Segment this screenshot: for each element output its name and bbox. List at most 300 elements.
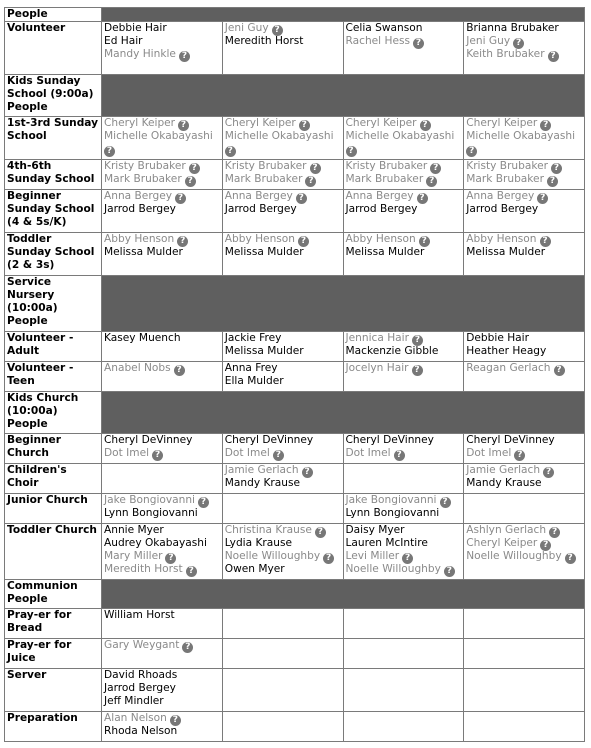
role-label: Volunteer - Adult [5,332,102,362]
volunteer-name: Jarrod Bergey [224,203,297,215]
volunteer-name: Kasey Muench [104,332,181,344]
volunteer-name: Jamie Gerlach [466,464,541,476]
volunteer-pending [225,130,341,156]
volunteer-name: Mandy Krause [224,477,301,489]
volunteer-pending [346,160,462,173]
assignment-cell [102,639,223,669]
assignment-cell [343,494,464,524]
volunteer-name: Jennica Hair [345,332,409,344]
volunteer-name: Mark Brubaker [104,173,182,185]
volunteer-pending [104,48,220,61]
question-mark-icon[interactable]: ? [174,365,185,376]
question-mark-icon[interactable]: ? [186,566,197,577]
question-mark-icon[interactable]: ? [299,120,310,131]
volunteer-confirmed [466,22,582,35]
volunteer-name: Noelle Willoughby [466,550,562,562]
question-mark-icon[interactable]: ? [430,163,441,174]
assignment-cell [343,712,464,742]
section-bar [102,8,585,22]
volunteer-pending [225,190,341,203]
volunteer-name: Daisy Myer [345,524,405,536]
volunteer-confirmed [225,345,341,358]
volunteer-pending [346,550,462,563]
question-mark-icon[interactable]: ? [513,38,524,49]
volunteer-name: Michelle Okabayashi [466,130,576,142]
question-mark-icon[interactable]: ? [540,236,551,247]
assignment-cell [102,160,223,190]
volunteer-name: Anabel Nobs [104,362,171,374]
role-label: Toddler Church [5,524,102,580]
question-mark-icon[interactable]: ? [514,450,525,461]
section-title: Service Nursery (10:00a) People [5,276,102,332]
volunteer-confirmed [225,477,341,490]
role-label: Children's Choir [5,464,102,494]
volunteer-pending [346,173,462,186]
volunteer-name: Jake Bongiovanni [345,494,437,506]
volunteer-name: Melissa Mulder [104,246,183,258]
assignment-cell [102,669,223,712]
volunteer-name: Melissa Mulder [466,246,546,258]
volunteer-confirmed [104,507,220,520]
assignment-cell [464,117,585,160]
question-mark-icon[interactable]: ? [225,146,236,157]
volunteer-name: Abby Henson [224,233,295,245]
volunteer-name: Kristy Brubaker [345,160,428,172]
volunteer-name: Lynn Bongiovanni [104,507,198,519]
volunteer-name: Levi Miller [345,550,400,562]
section-bar [102,75,585,117]
assignment-cell [222,712,343,742]
volunteer-confirmed [346,246,462,259]
question-mark-icon[interactable]: ? [540,540,551,551]
role-row [5,609,585,639]
volunteer-pending [346,563,462,576]
assignment-cell [102,609,223,639]
volunteer-pending [104,130,220,156]
volunteer-name: Alan Nelson [104,712,167,724]
volunteer-confirmed [466,246,582,259]
role-label: Volunteer [5,22,102,75]
volunteer-name: Cheryl DeVinney [345,434,434,446]
volunteer-confirmed [346,434,462,447]
assignment-cell [343,609,464,639]
assignment-cell [222,434,343,464]
volunteer-name: William Horst [104,609,175,621]
volunteer-name: David Rhoads [104,669,178,681]
volunteer-name: Jarrod Bergey [345,203,418,215]
role-label: Beginner Church [5,434,102,464]
volunteer-confirmed [466,434,582,447]
volunteer-pending [225,173,341,186]
question-mark-icon[interactable]: ? [302,467,313,478]
volunteer-name: Cheryl DeVinney [104,434,193,446]
volunteer-name: Jocelyn Hair [345,362,409,374]
volunteer-confirmed [104,695,220,708]
assignment-cell [102,494,223,524]
role-label: 1st-3rd Sunday School [5,117,102,160]
assignment-cell [343,434,464,464]
volunteer-name: Cheryl Keiper [466,537,538,549]
question-mark-icon[interactable]: ? [547,176,558,187]
question-mark-icon[interactable]: ? [548,51,559,62]
volunteer-name: Christina Krause [224,524,312,536]
volunteer-name: Melissa Mulder [345,246,425,258]
volunteer-pending [104,173,220,186]
assignment-cell [343,464,464,494]
role-label: Beginner Sunday School (4 & 5s/K) [5,190,102,233]
volunteer-pending [346,494,462,507]
role-label: Preparation [5,712,102,742]
question-mark-icon[interactable]: ? [551,163,562,174]
assignment-cell [464,609,585,639]
volunteer-pending [466,160,582,173]
question-mark-icon[interactable]: ? [323,553,334,564]
volunteer-name: Mackenzie Gibble [345,345,439,357]
volunteer-confirmed [104,434,220,447]
volunteer-pending [346,362,462,375]
role-label: Pray-er for Juice [5,639,102,669]
question-mark-icon[interactable]: ? [346,146,357,157]
volunteer-pending [346,332,462,345]
question-mark-icon[interactable]: ? [417,193,428,204]
question-mark-icon[interactable]: ? [177,236,188,247]
volunteer-pending [466,524,582,537]
assignment-cell [464,160,585,190]
volunteer-pending [225,550,341,563]
volunteer-confirmed [225,362,341,375]
volunteer-name: Michelle Okabayashi [224,130,334,142]
volunteer-name: Cheryl Keiper [466,117,538,129]
question-mark-icon[interactable]: ? [198,497,209,508]
question-mark-icon[interactable]: ? [402,553,413,564]
volunteer-pending [225,22,341,35]
volunteer-pending [466,173,582,186]
assignment-cell [222,117,343,160]
assignment-cell [222,233,343,276]
volunteer-pending [466,35,582,48]
role-row [5,117,585,160]
volunteer-name: Cheryl Keiper [345,117,417,129]
volunteer-pending [466,48,582,61]
assignment-cell [222,609,343,639]
section-bar [102,392,585,434]
role-row [5,464,585,494]
volunteer-confirmed [104,524,220,537]
section-title: People [5,8,102,22]
assignment-cell [343,190,464,233]
volunteer-pending [104,639,220,652]
volunteer-name: Jarrod Bergey [104,203,176,215]
section-row-communion [5,580,585,609]
volunteer-name: Jeni Guy [224,22,269,34]
question-mark-icon[interactable]: ? [152,450,163,461]
assignment-cell [102,464,223,494]
question-mark-icon[interactable]: ? [394,450,405,461]
question-mark-icon[interactable]: ? [565,553,576,564]
question-mark-icon[interactable]: ? [165,553,176,564]
role-label: Volunteer - Teen [5,362,102,392]
volunteer-pending [225,233,341,246]
assignment-cell [464,464,585,494]
assignment-cell [102,233,223,276]
volunteer-name: Dot Imel [224,447,270,459]
question-mark-icon[interactable]: ? [419,236,430,247]
assignment-cell [343,160,464,190]
volunteer-pending [346,117,462,130]
role-row [5,22,585,75]
volunteer-pending [104,117,220,130]
volunteer-confirmed [346,524,462,537]
question-mark-icon[interactable]: ? [466,146,477,157]
volunteer-pending [466,464,582,477]
question-mark-icon[interactable]: ? [440,497,451,508]
volunteer-name: Mary Miller [104,550,163,562]
volunteer-name: Cheryl Keiper [224,117,296,129]
volunteer-pending [346,233,462,246]
volunteer-confirmed [104,35,220,48]
assignment-cell [102,332,223,362]
volunteer-confirmed [346,345,462,358]
assignment-cell [464,362,585,392]
volunteer-pending [466,362,582,375]
volunteer-confirmed [346,22,462,35]
volunteer-pending [104,494,220,507]
question-mark-icon[interactable]: ? [412,335,423,346]
volunteer-name: Cheryl Keiper [104,117,176,129]
assignment-cell [343,22,464,75]
assignment-cell [102,362,223,392]
volunteer-confirmed [346,203,462,216]
section-bar [102,580,585,609]
volunteer-confirmed [466,477,582,490]
question-mark-icon[interactable]: ? [554,365,565,376]
section-row-kids-church [5,392,585,434]
assignment-cell [222,494,343,524]
volunteer-name: Heather Heagy [466,345,547,357]
volunteer-name: Dot Imel [345,447,391,459]
assignment-cell [464,22,585,75]
role-row [5,712,585,742]
question-mark-icon[interactable]: ? [298,236,309,247]
assignment-cell [343,117,464,160]
volunteer-name: Jarrod Bergey [104,682,176,694]
question-mark-icon[interactable]: ? [273,450,284,461]
question-mark-icon[interactable]: ? [175,193,186,204]
section-row-people [5,8,585,22]
volunteer-pending [466,447,582,460]
volunteer-name: Lauren McIntire [345,537,428,549]
question-mark-icon[interactable]: ? [315,527,326,538]
question-mark-icon[interactable]: ? [296,193,307,204]
assignment-cell [222,332,343,362]
section-row-service-nursery [5,276,585,332]
assignment-cell [222,190,343,233]
section-row-kids-sunday-school [5,75,585,117]
volunteer-name: Annie Myer [104,524,164,536]
volunteer-confirmed [104,203,220,216]
volunteer-confirmed [225,537,341,550]
assignment-cell [222,362,343,392]
volunteer-confirmed [104,332,220,345]
volunteer-name: Debbie Hair [466,332,529,344]
volunteer-pending [104,190,220,203]
assignment-cell [102,22,223,75]
role-row [5,233,585,276]
volunteer-confirmed [225,203,341,216]
volunteer-name: Rhoda Nelson [104,725,178,737]
question-mark-icon[interactable]: ? [178,120,189,131]
volunteer-pending [225,464,341,477]
volunteer-pending [225,524,341,537]
volunteer-name: Gary Weygant [104,639,180,651]
role-label: Junior Church [5,494,102,524]
role-label: Server [5,669,102,712]
volunteer-pending [225,117,341,130]
volunteer-confirmed [104,725,220,738]
volunteer-name: Mandy Hinkle [104,48,176,60]
question-mark-icon[interactable]: ? [179,51,190,62]
question-mark-icon[interactable]: ? [182,642,193,653]
assignment-cell [343,524,464,580]
assignment-cell [102,712,223,742]
volunteer-pending [104,160,220,173]
role-row [5,160,585,190]
question-mark-icon[interactable]: ? [189,163,200,174]
volunteer-name: Lynn Bongiovanni [345,507,440,519]
question-mark-icon[interactable]: ? [305,176,316,187]
assignment-cell [464,669,585,712]
volunteer-name: Audrey Okabayashi [104,537,207,549]
volunteer-pending [466,117,582,130]
volunteer-confirmed [104,246,220,259]
question-mark-icon[interactable]: ? [420,120,431,131]
volunteer-name: Noelle Willoughby [224,550,321,562]
assignment-cell [464,494,585,524]
question-mark-icon[interactable]: ? [549,527,560,538]
assignment-cell [102,190,223,233]
volunteer-name: Abby Henson [345,233,416,245]
volunteer-confirmed [225,563,341,576]
question-mark-icon[interactable]: ? [413,38,424,49]
volunteer-pending [225,447,341,460]
assignment-cell [222,160,343,190]
volunteer-name: Celia Swanson [345,22,423,34]
assignment-cell [343,639,464,669]
volunteer-name: Jamie Gerlach [224,464,299,476]
assignment-cell [222,22,343,75]
volunteer-name: Dot Imel [104,447,150,459]
role-row [5,434,585,464]
volunteer-confirmed [346,507,462,520]
question-mark-icon[interactable]: ? [272,25,283,36]
assignment-cell [464,233,585,276]
assignment-cell [102,434,223,464]
volunteer-confirmed [104,682,220,695]
volunteer-name: Mandy Krause [466,477,542,489]
volunteer-name: Meredith Horst [224,35,304,47]
volunteer-name: Michelle Okabayashi [104,130,213,142]
volunteer-pending [466,537,582,550]
volunteer-name: Jeff Mindler [104,695,164,707]
volunteer-name: Abby Henson [466,233,537,245]
question-mark-icon[interactable]: ? [426,176,437,187]
role-row [5,332,585,362]
question-mark-icon[interactable]: ? [310,163,321,174]
volunteer-name: Jackie Frey [224,332,282,344]
volunteer-confirmed [225,35,341,48]
volunteer-pending [346,190,462,203]
volunteer-name: Anna Frey [224,362,278,374]
volunteer-name: Keith Brubaker [466,48,545,60]
role-row [5,362,585,392]
role-row [5,524,585,580]
schedule-table [4,7,585,742]
question-mark-icon[interactable]: ? [185,176,196,187]
section-title: Kids Church (10:00a) People [5,392,102,434]
volunteer-confirmed [466,345,582,358]
volunteer-confirmed [104,22,220,35]
volunteer-name: Anna Bergey [224,190,293,202]
volunteer-name: Anna Bergey [104,190,173,202]
volunteer-name: Rachel Hess [345,35,411,47]
volunteer-name: Melissa Mulder [224,345,304,357]
volunteer-name: Anna Bergey [345,190,414,202]
role-label: Pray-er for Bread [5,609,102,639]
volunteer-name: Kristy Brubaker [104,160,186,172]
question-mark-icon[interactable]: ? [540,120,551,131]
assignment-cell [343,362,464,392]
volunteer-name: Mark Brubaker [466,173,544,185]
question-mark-icon[interactable]: ? [537,193,548,204]
question-mark-icon[interactable]: ? [543,467,554,478]
volunteer-name: Ella Mulder [224,375,284,387]
role-row [5,190,585,233]
volunteer-confirmed [104,537,220,550]
section-bar [102,276,585,332]
question-mark-icon[interactable]: ? [170,715,181,726]
role-row [5,494,585,524]
volunteer-name: Meredith Horst [104,563,183,575]
assignment-cell [222,464,343,494]
volunteer-name: Kristy Brubaker [224,160,307,172]
section-title: Communion People [5,580,102,609]
volunteer-name: Cheryl DeVinney [466,434,555,446]
assignment-cell [343,332,464,362]
volunteer-name: Ed Hair [104,35,143,47]
volunteer-name: Ashlyn Gerlach [466,524,547,536]
assignment-cell [464,332,585,362]
volunteer-confirmed [466,203,582,216]
volunteer-pending [104,233,220,246]
role-label: Toddler Sunday School (2 & 3s) [5,233,102,276]
volunteer-confirmed [225,434,341,447]
question-mark-icon[interactable]: ? [444,566,455,577]
volunteer-name: Jarrod Bergey [466,203,539,215]
assignment-cell [222,669,343,712]
volunteer-name: Jake Bongiovanni [104,494,196,506]
volunteer-confirmed [225,375,341,388]
role-label: 4th-6th Sunday School [5,160,102,190]
volunteer-name: Lydia Krause [224,537,293,549]
volunteer-pending [466,190,582,203]
volunteer-pending [466,233,582,246]
assignment-cell [464,712,585,742]
question-mark-icon[interactable]: ? [104,146,115,157]
question-mark-icon[interactable]: ? [412,365,423,376]
assignment-cell [343,669,464,712]
volunteer-name: Melissa Mulder [224,246,304,258]
volunteer-pending [104,447,220,460]
